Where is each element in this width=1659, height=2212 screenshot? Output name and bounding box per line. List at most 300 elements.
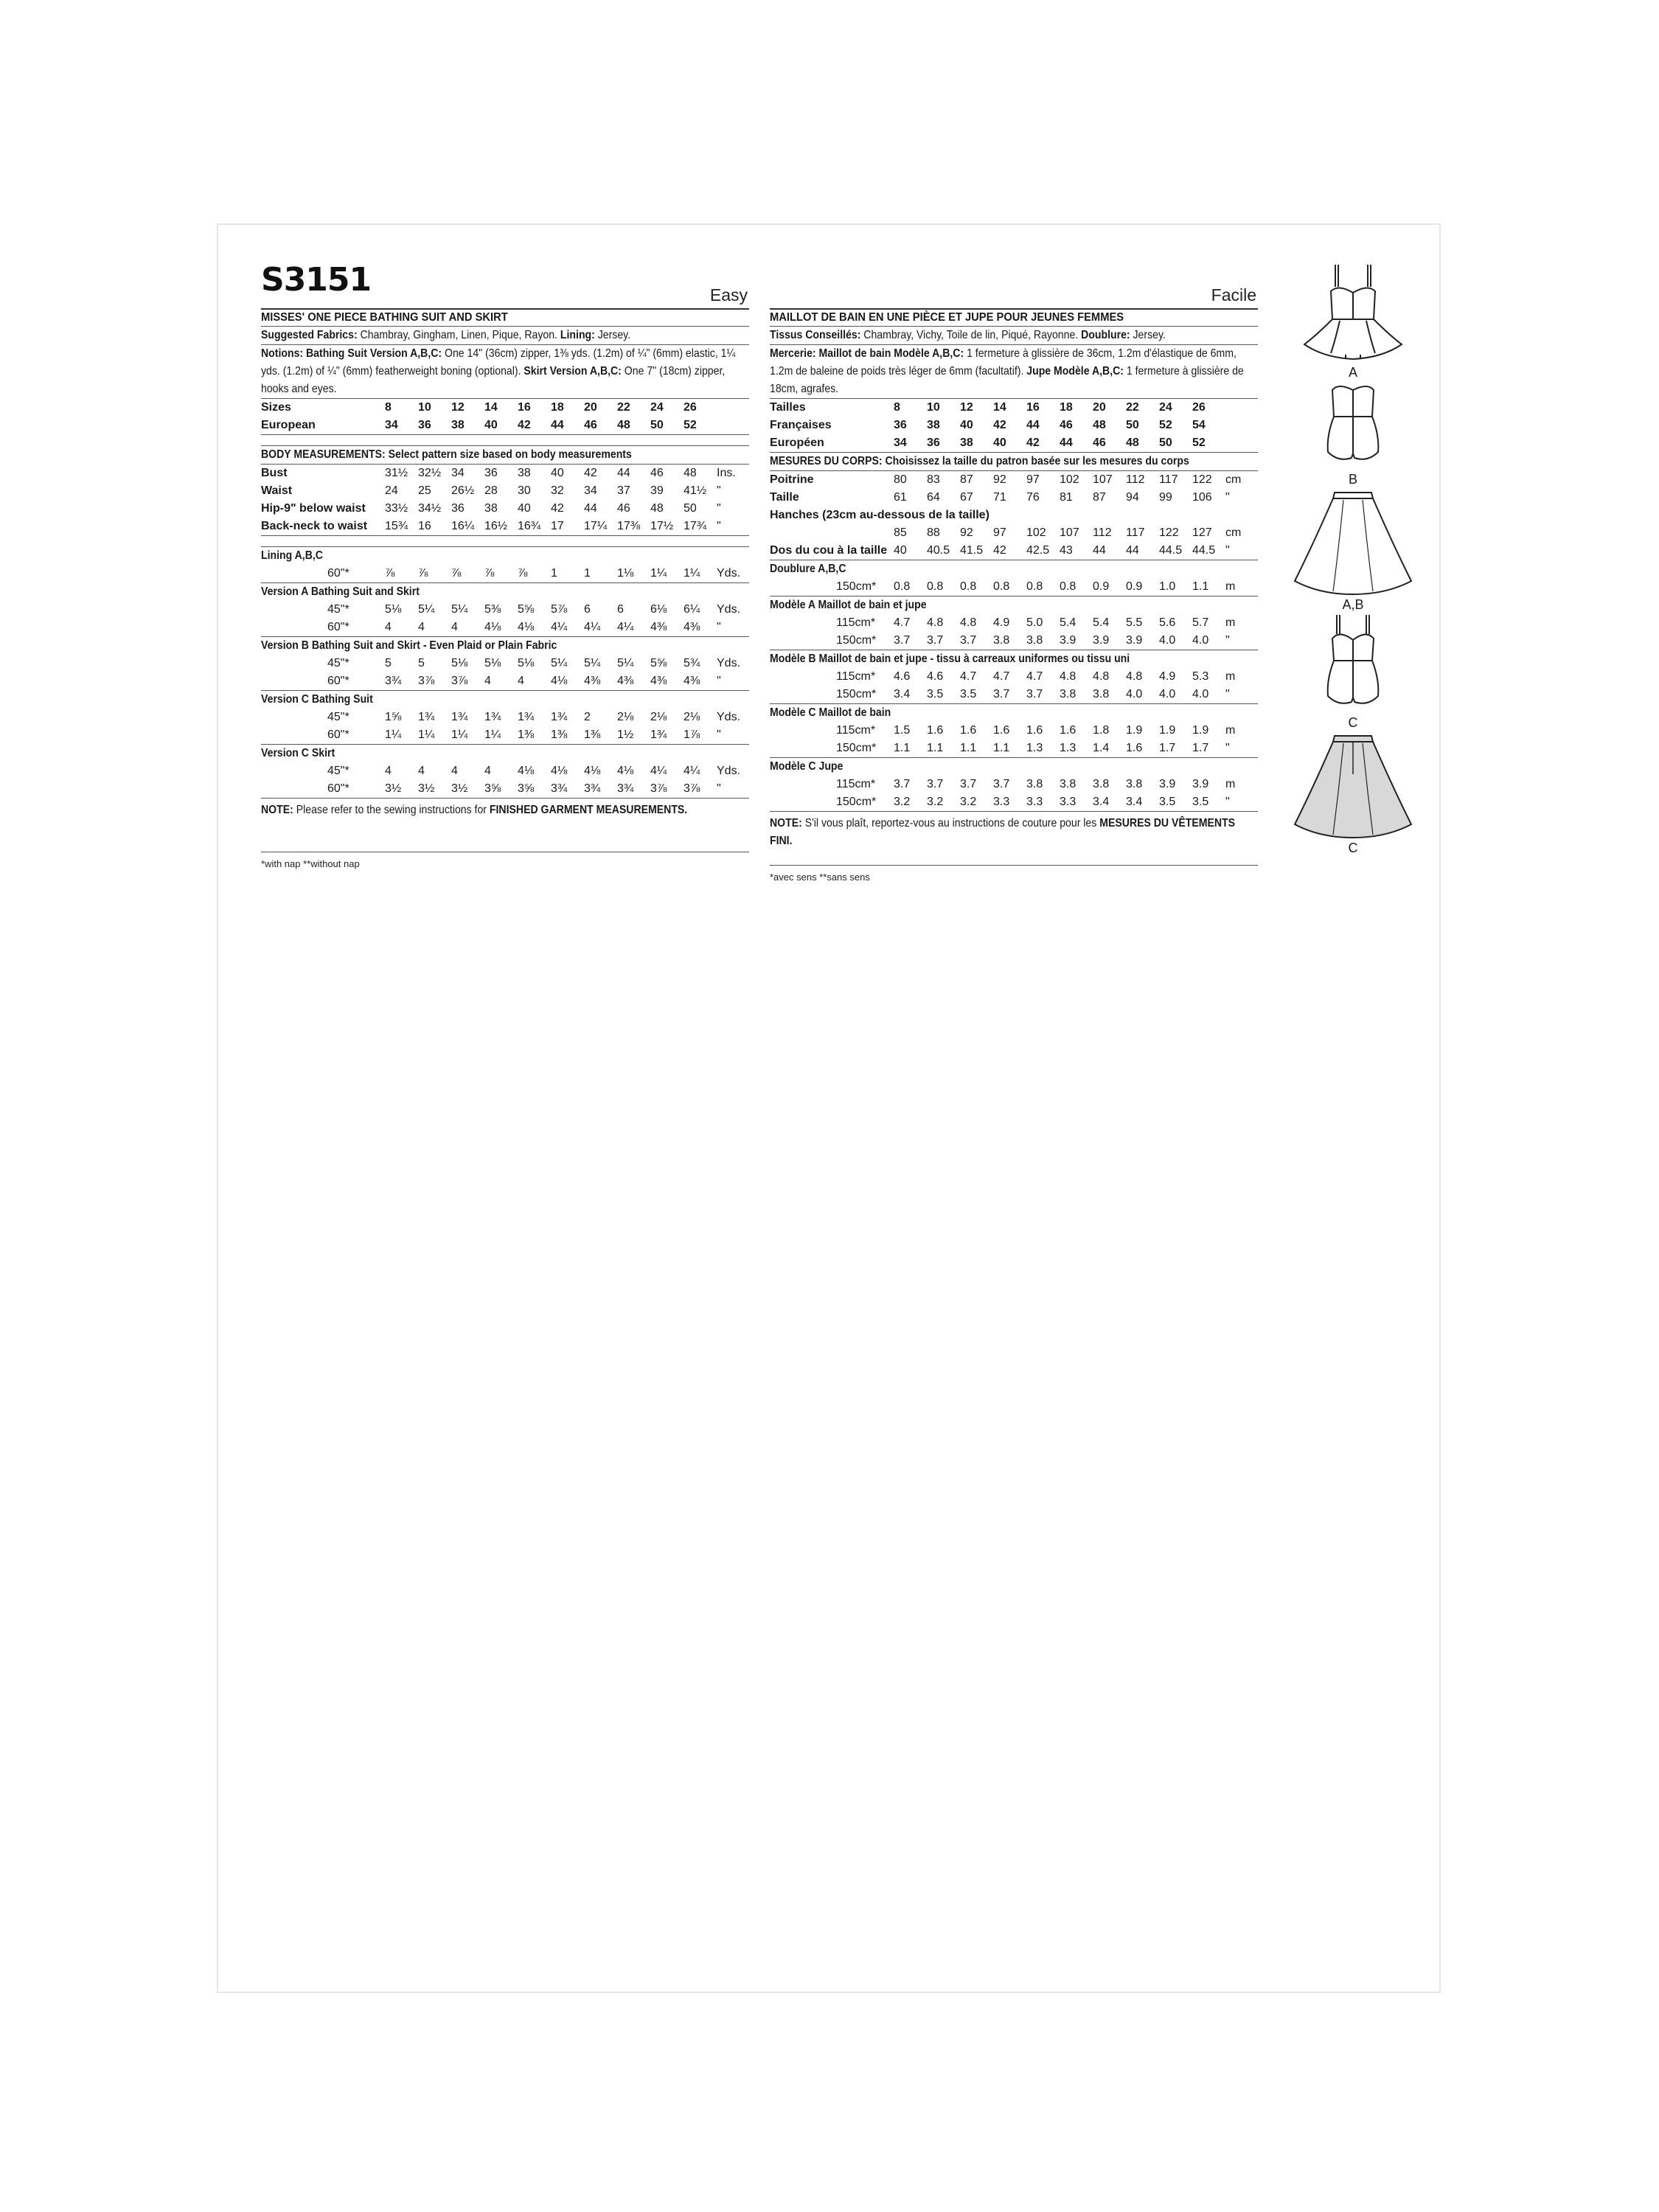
table-cell: 42	[993, 544, 1006, 557]
table-cell: 3½	[451, 782, 468, 795]
table-cell: 127	[1192, 526, 1212, 539]
table-cell: 42.5	[1026, 544, 1050, 557]
table-cell: 42	[993, 419, 1006, 431]
unit-cell: "	[1225, 544, 1230, 557]
table-cell: 4⅜	[684, 621, 700, 633]
table-cell: 36	[927, 437, 940, 449]
fabric-yardage-fr	[770, 560, 1258, 812]
row-label	[770, 524, 894, 542]
table-cell: 40	[518, 502, 531, 515]
table-cell: 2⅛	[684, 711, 700, 723]
row-label: Waist	[261, 484, 293, 497]
table-cell: 3.5	[1159, 796, 1176, 808]
footnote: *with nap **without nap	[261, 858, 360, 869]
table-cell: 38	[484, 502, 498, 515]
unit-cell: m	[1225, 778, 1236, 790]
table-cell: 36	[418, 419, 431, 431]
row-label: 150cm*	[836, 634, 877, 647]
table-cell: 1⅜	[551, 728, 568, 741]
table-cell: ⅞	[385, 567, 395, 580]
row-label: 150cm*	[836, 580, 877, 593]
table-cell: 3.8	[1026, 778, 1043, 790]
table-cell: 5.0	[1026, 616, 1043, 629]
figure-label: C	[1348, 715, 1358, 730]
table-cell: 50	[1159, 437, 1172, 449]
table-cell: 3½	[418, 782, 435, 795]
table-cell: 16¼	[451, 520, 475, 532]
table-cell: 1.3	[1060, 742, 1077, 754]
table-cell: 0.8	[1060, 580, 1077, 593]
table-cell: 26½	[451, 484, 475, 497]
table-cell: 4⅛	[484, 621, 501, 633]
table-cell: 1	[584, 567, 591, 580]
table-cell: 44.5	[1192, 544, 1216, 557]
figure-label: A	[1348, 365, 1357, 380]
fabric-section-heading: Version C Skirt	[261, 747, 335, 759]
table-cell: 4.8	[1126, 670, 1143, 683]
figure-ab-skirt	[1287, 487, 1419, 612]
table-cell: 50	[650, 419, 664, 431]
table-cell: 3.8	[1060, 688, 1077, 700]
table-cell: 1.1	[927, 742, 944, 754]
notions-fr: Mercerie: Maillot de bain Modèle A,B,C: 1 fermeture à glissière de 36cm, 1.2m d'élastique de 6mm, 1.2m de baleine de poids très léger de 6mm (facultatif). Jupe Modèle A,B,C: 1 fermeture à glissière de 18cm, agrafes.	[770, 347, 1244, 395]
table-cell: 3.5	[960, 688, 977, 700]
table-cell: 3.3	[1060, 796, 1077, 808]
table-cell: 4¼	[650, 765, 667, 777]
table-cell: 44	[1126, 544, 1139, 557]
table-cell: 102	[1026, 526, 1046, 539]
table-cell: 3.8	[1093, 688, 1110, 700]
unit-cell	[717, 417, 749, 434]
table-cell: 6¼	[684, 603, 700, 616]
table-cell: 5⅛	[451, 657, 468, 669]
table-row	[770, 489, 1258, 507]
table-row	[770, 524, 1258, 542]
note: NOTE: Please refer to the sewing instructions for FINISHED GARMENT MEASUREMENTS.	[261, 804, 688, 816]
unit-cell: Ins.	[717, 467, 736, 479]
table-cell: 5⅜	[484, 603, 501, 616]
unit-cell: Yds.	[717, 603, 741, 616]
skirt-back-gray-icon	[1290, 730, 1416, 841]
table-cell: 83	[927, 473, 940, 486]
table-cell: 3⅝	[484, 782, 501, 795]
table-cell: 1.9	[1192, 724, 1209, 737]
unit-cell: "	[717, 520, 721, 532]
table-cell: 4¼	[551, 621, 568, 633]
peplum-bathing-suit-icon	[1294, 262, 1412, 365]
fabric-section-heading: Doublure A,B,C	[770, 563, 846, 575]
garment-illustrations	[1287, 262, 1419, 855]
table-cell: 97	[1026, 473, 1040, 486]
table-row	[770, 722, 1258, 740]
table-cell: 5⅛	[385, 603, 402, 616]
table-cell: 1½	[617, 728, 634, 741]
table-cell: 43	[1060, 544, 1073, 557]
table-cell: 4	[418, 765, 425, 777]
table-cell: 3.4	[1126, 796, 1143, 808]
table-cell: 42	[584, 467, 597, 479]
table-cell: ⅞	[518, 567, 528, 580]
unit-cell	[1225, 417, 1258, 434]
table-cell: 4¼	[617, 621, 634, 633]
table-cell: 1¾	[650, 728, 667, 741]
row-label: 115cm*	[836, 616, 876, 629]
table-cell: 33½	[385, 502, 408, 515]
table-cell: 3⅞	[684, 782, 700, 795]
table-cell: 46	[1093, 437, 1106, 449]
table-cell: 46	[1060, 419, 1073, 431]
fabric-table	[770, 668, 1258, 703]
table-cell: 14	[993, 401, 1006, 414]
row-label: Sizes	[261, 401, 291, 414]
table-cell: 112	[1093, 526, 1112, 539]
table-cell: 8	[385, 401, 392, 414]
table-row	[261, 417, 749, 434]
table-row	[770, 614, 1258, 632]
table-cell: 3.8	[1126, 778, 1143, 790]
table-cell: 17¼	[584, 520, 608, 532]
unit-cell: "	[1225, 634, 1230, 647]
french-column	[770, 265, 1258, 885]
table-cell: 2	[584, 711, 591, 723]
row-label: 150cm*	[836, 688, 877, 700]
table-row	[770, 632, 1258, 650]
table-row	[261, 500, 749, 518]
table-cell: 44	[1060, 437, 1073, 449]
table-cell: 4.7	[894, 616, 911, 629]
unit-cell: "	[1225, 688, 1230, 700]
table-cell: 4⅛	[518, 621, 535, 633]
table-cell: 3.8	[1093, 778, 1110, 790]
table-cell: 64	[927, 491, 940, 504]
fabric-section-heading: Modèle C Jupe	[770, 760, 844, 773]
table-cell: 3⅞	[451, 675, 468, 687]
table-cell: 5¼	[451, 603, 468, 616]
unit-cell: cm	[1225, 526, 1242, 539]
table-cell: 2⅛	[617, 711, 634, 723]
table-cell: 37	[617, 484, 630, 497]
unit-cell: "	[1225, 742, 1230, 754]
table-cell: 36	[451, 502, 465, 515]
table-cell: 5.3	[1192, 670, 1209, 683]
unit-cell: "	[1225, 491, 1230, 504]
fabric-section-heading: Modèle B Maillot de bain et jupe - tissu à carreaux uniformes ou tissu uni	[770, 653, 1130, 665]
table-cell: 1.8	[1093, 724, 1110, 737]
table-cell: 1.9	[1126, 724, 1143, 737]
table-cell: 1.6	[1026, 724, 1043, 737]
table-cell: 52	[684, 419, 697, 431]
table-row	[770, 399, 1258, 417]
table-cell: 40	[484, 419, 498, 431]
table-cell: 4⅜	[684, 675, 700, 687]
unit-cell: "	[717, 782, 721, 795]
header	[261, 261, 749, 308]
fabric-table	[770, 578, 1258, 596]
table-cell: 3¾	[385, 675, 402, 687]
table-cell: 52	[1192, 437, 1206, 449]
table-cell: 48	[617, 419, 630, 431]
table-cell: 17⅜	[617, 520, 641, 532]
table-cell: 40	[993, 437, 1006, 449]
row-label: 150cm*	[836, 796, 877, 808]
table-cell: 1.1	[960, 742, 977, 754]
table-cell: 1¼	[484, 728, 501, 741]
row-label: Dos du cou à la taille	[770, 544, 888, 557]
table-cell: 5¼	[418, 603, 435, 616]
table-cell: ⅞	[418, 567, 428, 580]
table-cell: 4	[484, 675, 491, 687]
table-cell: 5⅛	[484, 657, 501, 669]
table-cell: 24	[650, 401, 664, 414]
table-cell: 3.9	[1093, 634, 1110, 647]
fabric-section-heading: Version B Bathing Suit and Skirt - Even Plaid or Plain Fabric	[261, 639, 557, 652]
table-cell: 1.1	[1192, 580, 1209, 593]
table-cell: 0.8	[1026, 580, 1043, 593]
table-row	[770, 507, 1258, 524]
unit-cell: m	[1225, 580, 1236, 593]
figure-label: C	[1348, 841, 1358, 855]
table-cell: 40	[551, 467, 564, 479]
fabric-section-heading: Modèle C Maillot de bain	[770, 706, 891, 719]
table-cell: 117	[1159, 473, 1178, 486]
table-row	[261, 762, 749, 780]
table-cell: 0.9	[1093, 580, 1110, 593]
table-cell: 5⅞	[551, 603, 568, 616]
table-cell: 71	[993, 491, 1006, 504]
row-label: 60"*	[327, 567, 349, 580]
row-label: 60"*	[327, 675, 349, 687]
table-row	[261, 709, 749, 726]
table-cell: 40.5	[927, 544, 950, 557]
table-cell: 3.7	[927, 778, 944, 790]
table-row	[770, 417, 1258, 434]
row-label: 45"*	[327, 765, 349, 777]
table-cell: 97	[993, 526, 1006, 539]
table-row	[261, 780, 749, 798]
unit-cell: "	[717, 675, 721, 687]
fabric-table	[261, 762, 749, 798]
table-cell: 38	[927, 419, 940, 431]
table-cell: 48	[650, 502, 664, 515]
table-cell: 76	[1026, 491, 1040, 504]
table-cell: 4⅜	[584, 675, 601, 687]
unit-cell	[717, 399, 749, 417]
table-cell: 46	[650, 467, 664, 479]
table-cell: 17½	[650, 520, 674, 532]
table-cell: 18	[1060, 401, 1073, 414]
fabric-table	[261, 565, 749, 582]
table-cell: 16	[1026, 401, 1040, 414]
table-cell: 1¼	[418, 728, 435, 741]
table-cell: 3.4	[1093, 796, 1110, 808]
unit-cell: cm	[1225, 473, 1242, 486]
table-cell: 3.2	[960, 796, 977, 808]
size-table-fr	[770, 399, 1258, 452]
table-cell: 4.7	[1026, 670, 1043, 683]
table-cell: 5⅛	[518, 657, 535, 669]
row-label: 60"*	[327, 728, 349, 741]
table-row	[770, 434, 1258, 452]
table-cell: 3.7	[960, 634, 977, 647]
table-cell: 10	[927, 401, 940, 414]
unit-cell: m	[1225, 670, 1236, 683]
table-cell: 18	[551, 401, 564, 414]
table-cell: 34½	[418, 502, 442, 515]
table-cell: 4	[518, 675, 524, 687]
table-cell: 1¼	[451, 728, 468, 741]
suggested-fabrics: Suggested Fabrics: Chambray, Gingham, Linen, Pique, Rayon. Lining: Jersey.	[261, 329, 631, 341]
note-fr: NOTE: S'il vous plaît, reportez-vous au instructions de couture pour les MESURES DU VÊTEMENTS FINI.	[770, 817, 1236, 847]
fabric-table	[770, 776, 1258, 811]
table-cell: 39	[650, 484, 664, 497]
table-cell: 15¾	[385, 520, 408, 532]
table-cell: 1⅜	[584, 728, 601, 741]
table-cell: 1.6	[1126, 742, 1143, 754]
table-cell: 36	[484, 467, 498, 479]
table-cell: 1¾	[418, 711, 435, 723]
table-cell: 44	[617, 467, 630, 479]
english-column	[261, 261, 749, 872]
figure-c-skirt	[1287, 730, 1419, 855]
table-cell: 12	[451, 401, 465, 414]
bubble-romper-icon	[1294, 380, 1412, 472]
table-cell: 6	[617, 603, 624, 616]
table-cell: 38	[518, 467, 531, 479]
footnote-fr: *avec sens **sans sens	[770, 872, 870, 883]
table-cell: 17	[551, 520, 564, 532]
table-cell: 3.4	[894, 688, 911, 700]
table-cell: 0.9	[1126, 580, 1143, 593]
table-cell: 102	[1060, 473, 1079, 486]
fabric-table	[261, 709, 749, 744]
fabric-table	[770, 614, 1258, 650]
row-label: 60"*	[327, 621, 349, 633]
table-cell: 26	[1192, 401, 1206, 414]
table-cell: 4⅜	[650, 675, 667, 687]
table-row	[261, 726, 749, 744]
table-cell: 92	[960, 526, 973, 539]
table-cell: 3.9	[1159, 778, 1176, 790]
table-cell: 31½	[385, 467, 408, 479]
table-cell: 38	[451, 419, 465, 431]
table-cell: 4.7	[960, 670, 977, 683]
table-cell: 5⅝	[650, 657, 667, 669]
table-row	[261, 482, 749, 500]
table-cell: ⅞	[451, 567, 462, 580]
table-cell: 1¾	[484, 711, 501, 723]
table-cell: 44	[551, 419, 564, 431]
table-cell: 61	[894, 491, 907, 504]
body-measurements-table	[261, 465, 749, 535]
table-cell: 12	[960, 401, 973, 414]
table-cell: 4.9	[993, 616, 1010, 629]
table-cell: 4	[484, 765, 491, 777]
table-row	[770, 776, 1258, 793]
table-cell: 1⅞	[684, 728, 700, 741]
table-cell: 3.3	[993, 796, 1010, 808]
table-cell: 5¼	[551, 657, 568, 669]
table-cell: 16	[518, 401, 531, 414]
unit-cell: Yds.	[717, 567, 741, 580]
fabric-section-heading: Version C Bathing Suit	[261, 693, 373, 706]
table-cell: 3.9	[1192, 778, 1209, 790]
table-cell: 5.6	[1159, 616, 1176, 629]
table-cell: 3.8	[1026, 634, 1043, 647]
table-cell: 3⅞	[650, 782, 667, 795]
table-cell: 48	[1126, 437, 1139, 449]
table-row	[261, 399, 749, 417]
table-cell: 20	[1093, 401, 1106, 414]
table-cell: 1.6	[1060, 724, 1077, 737]
table-cell: 1.6	[960, 724, 977, 737]
table-cell: 4.8	[1060, 670, 1077, 683]
table-cell: 5.4	[1093, 616, 1110, 629]
table-cell: 3.7	[894, 634, 911, 647]
body-measurements-heading-fr: MESURES DU CORPS: Choisissez la taille du patron basée sur les mesures du corps	[770, 455, 1189, 467]
table-cell: 4.6	[927, 670, 944, 683]
table-cell: 52	[1159, 419, 1172, 431]
row-label: 115cm*	[836, 724, 876, 737]
unit-cell: m	[1225, 724, 1236, 737]
table-cell: 36	[894, 419, 907, 431]
table-cell: 3½	[385, 782, 402, 795]
table-cell: 4⅛	[617, 765, 634, 777]
table-cell: 8	[894, 401, 900, 414]
table-cell: 26	[684, 401, 697, 414]
figure-b	[1287, 380, 1419, 487]
unit-cell: "	[717, 502, 721, 515]
table-cell: 4.0	[1192, 688, 1209, 700]
row-label: 115cm*	[836, 670, 876, 683]
table-cell: 4.6	[894, 670, 911, 683]
table-cell: 3.5	[1192, 796, 1209, 808]
table-cell: 4⅜	[650, 621, 667, 633]
table-cell: 4	[385, 621, 392, 633]
table-cell: 17¾	[684, 520, 707, 532]
table-cell: 4.7	[993, 670, 1010, 683]
table-cell: 22	[617, 401, 630, 414]
row-label: Poitrine	[770, 473, 814, 486]
table-cell: 44	[1093, 544, 1106, 557]
table-cell: 30	[518, 484, 531, 497]
unit-cell: "	[1225, 796, 1230, 808]
table-cell: 1¼	[650, 567, 667, 580]
table-cell: 5⅝	[518, 603, 535, 616]
table-cell: 4⅜	[617, 675, 634, 687]
table-row	[261, 565, 749, 582]
table-cell: 4	[451, 621, 458, 633]
table-cell: 4⅛	[518, 765, 535, 777]
table-cell: 94	[1126, 491, 1139, 504]
table-cell: 1⅛	[617, 567, 634, 580]
table-cell: 1.3	[1026, 742, 1043, 754]
unit-cell	[1225, 399, 1258, 417]
table-cell: 3.7	[960, 778, 977, 790]
difficulty-level-fr: Facile	[1211, 285, 1256, 305]
table-cell: 5	[418, 657, 425, 669]
table-cell: 6	[584, 603, 591, 616]
table-cell: 99	[1159, 491, 1172, 504]
row-label: Bust	[261, 467, 288, 479]
table-cell: 5¼	[584, 657, 601, 669]
table-cell: 1.6	[927, 724, 944, 737]
table-cell: 3.2	[894, 796, 911, 808]
table-cell: 3¾	[551, 782, 568, 795]
table-cell: 32	[551, 484, 564, 497]
table-cell: 34	[894, 437, 907, 449]
row-label: Taille	[770, 491, 799, 504]
table-cell: 3.7	[894, 778, 911, 790]
